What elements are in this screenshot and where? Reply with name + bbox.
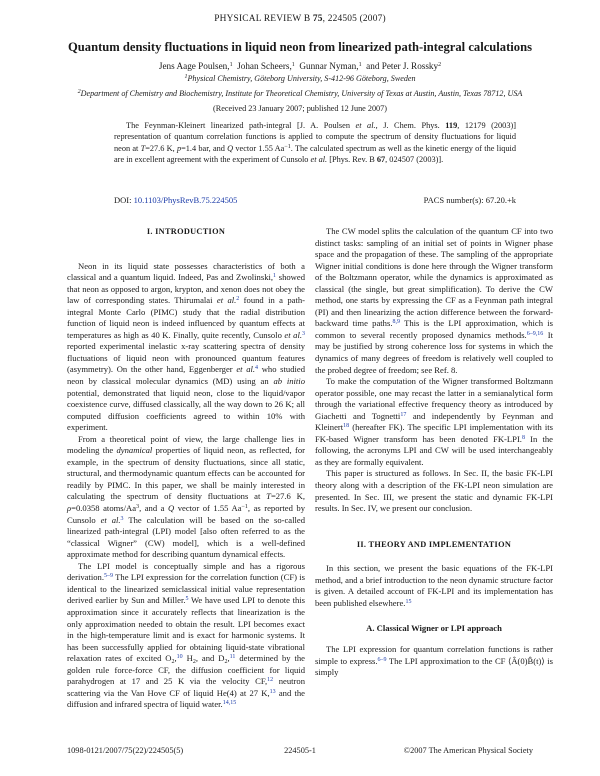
- footer-page-number: 224505-1: [284, 746, 316, 755]
- subsection-heading-lpi: A. Classical Wigner or LPI approach: [366, 623, 502, 634]
- section-heading-theory: II. THEORY AND IMPLEMENTATION: [356, 539, 512, 549]
- right-column: [315, 226, 553, 679]
- author: Jens Aage Poulsen,$^1$: [158, 61, 233, 71]
- paragraph: From a theoretical point of view, the large challenge lies in modeling the dynamical properties of liquid neon, as reflected, for example, in the spectrum of density fluctuations, since all static, structural, and thermodynamic quantum effects can be accounted for readily by PIMC. In this paper, we shall be mainly interested in calculating the spectrum of density fluctuations at T=27.6 K, ρ=0.0358 atoms/Aa$^3$, and a Q vector of 1.55 $Aa^{-1}$, as reported by Cunsolo et al.$^3$ The calculation will be based on the so-called linearized path-integral (LPI) model [also often referred to as the “classical Wigner” (CW) model], which is a well-defined approximate method for describing quantum dynamical effects.: [67, 433, 306, 560]
- journal-header: [0, 14, 600, 24]
- footer-issn: 1098-0121/2007/75(22)/224505(5): [67, 746, 184, 755]
- abstract: The Feynman-Kleinert linearized path-integral [J. A. Poulsen et al., J. Chem. Phys. 119, 12179 (2003)] representation of quantum correlation functions is applied to compute the spectrum of density fluctuations for liquid neon at T=27.6 K, p=1.4 bar, and Q vector 1.55 $Aa^{-1}$. The calculated spectrum as well as the kinetic energy of the liquid are in excellent agreement with the experiment of Cunsolo et al. [Phys. Rev. B 67, 024507 (2003)].: [114, 121, 517, 165]
- paragraph: In this section, we present the basic equations of the FK-LPI method, and a brief introduction to the neon dynamic structure factor is given. A detailed account of FK-LPI and its implementation has been published elsewhere.$^{15}$: [315, 563, 553, 608]
- paragraph: This paper is structured as follows. In Sec. II, the basic FK-LPI theory along with a description of the FK-LPI neon simulation are presented. In Sec. III, we present the static and dynamic FK-LPI results. In Sec. IV, we present our conclusion.: [315, 468, 553, 514]
- paragraph: The LPI model is conceptually simple and has a rigorous derivation.$^{5-9}$ The LPI expression for the correlation function (CF) is identical to the linearized semiclassical initial value representation derived earlier by Sun and Miller.$^5$ We have used LPI to denote this approximation since it accurately reflects that linearization is the only approximation needed to obtain the result. LPI becomes exact in the high-temperature limit and is exact for harmonic systems. It has been successfully applied for obtaining liquid-state vibrational relaxation rates of excited $O_2,^{10}$ $H_2$, and $D_2,^{11}$ determined by the golden rule force-force CF, the diffusion coefficient for liquid parahydrogen at 17 and 25 K via the velocity CF,$^{12}$ neutron scattering via the Van Hove CF of liquid He(4) at 27 K,$^{13}$ and the diffusion and infrared spectra of liquid water.$^{14,15}$: [67, 560, 306, 710]
- author-list: [0, 61, 600, 71]
- paragraph: To make the computation of the Wigner transformed Boltzmann operator possible, one may recast the latter in a semianalytical form through the variational effective frequency theory as introduced by Giachetti and Tognetti$^{17}$ and independently by Feynman and Kleinert$^{18}$ (hereafter FK). The specific LPI implementation with its FK-based Wigner transform has been denoted FK-LPI.$^8$ In the following, the acronyms LPI and CW will be used interchangeably as they are formally equivalent.: [315, 376, 553, 467]
- pacs-numbers: PACS number(s): 67.20.+k: [423, 195, 516, 205]
- paragraph: Neon in its liquid state possesses characteristics of both a classical and a quantum liquid. Indeed, Pas and Zwolinski,$^1$ showed that neon as opposed to argon, krypton, and xenon does not obey the law of corresponding states. Thirumalai et al.$^2$ found in a path-integral Monte Carlo (PIMC) study that the radial distribution function of liquid neon is indeed influenced by quantum effects at temperatures as high as 40 K. Finally, quite recently, Cunsolo et al.$^3$ reported experimental inelastic x-ray scattering spectra of density fluctuations of liquid neon with pronounced quantum features (asymmetry). On the other hand, Eggenberger et al.$^4$ who studied neon by classical molecular dynamics (MD) using an ab initio potential, demonstrated that liquid neon, close to the liquid/vapor coexistence curve, diffused classically, all the way down to 26 K; all computed diffusion coefficients agreed to within 10% with experiment.: [67, 260, 306, 433]
- section-heading-introduction: I. INTRODUCTION: [146, 227, 226, 236]
- author: Gunnar Nyman,$^1$: [299, 61, 362, 71]
- journal-article-info: , 224505 (2007): [322, 14, 386, 24]
- doi: DOI: 10.1103/PhysRevB.75.224505: [114, 195, 238, 205]
- correlation-function-notation: ⟨Â(0)B̂(t)⟩: [507, 655, 545, 666]
- journal-volume: 75: [312, 14, 323, 24]
- left-column: [67, 226, 305, 711]
- author: Johan Scheers,$^1$: [237, 61, 295, 71]
- journal-name: PHYSICAL REVIEW B: [214, 14, 311, 24]
- paragraph: The CW model splits the calculation of the quantum CF into two distinct tasks: sampling of an initial set of points in Wigner phase space and the propagation of these. The sampling of the appropriate Wigner initial conditions is done here through the Wigner transform of the Boltzmann operator, while the dynamics is approximated as classical (the single, but great simplification). To derive the CW method, one starts by expressing the CF as a Feynman path integral (PI) and then linearizing the action difference between the forward-backward time paths.$^{8,9}$ This is the LPI approximation, which is common to several recently proposed dynamics methods.$^{6-9,16}$ It may be justified by strong coherence loss for systems in which the dynamics of many degrees of freedom is relatively well coupled to the probed degree of freedom; see Ref. 8.: [315, 226, 553, 375]
- affiliation: $^1$Physical Chemistry, Göteborg University, S-412-96 Göteborg, Sweden: [184, 74, 416, 83]
- footer-copyright: ©2007 The American Physical Society: [403, 746, 533, 755]
- paper-title: Quantum density fluctuations in liquid neon from linearized path-integral calculations: [67, 40, 533, 54]
- paragraph: The LPI expression for quantum correlation functions is rather simple to express.$^{6-9}$ The LPI approximation to the CF ⟨Â(0)B̂(t)⟩ is simply: [315, 643, 553, 678]
- doi-link[interactable]: 10.1103/PhysRevB.75.224505: [133, 195, 238, 205]
- author: and Peter J. Rossky$^2$: [366, 61, 442, 71]
- received-dates: (Received 23 January 2007; published 12 June 2007): [213, 104, 387, 113]
- affiliation: $^2$Department of Chemistry and Biochemistry, Institute for Theoretical Chemistry, University of Texas at Austin, Austin, Texas 78712, USA: [77, 89, 523, 98]
